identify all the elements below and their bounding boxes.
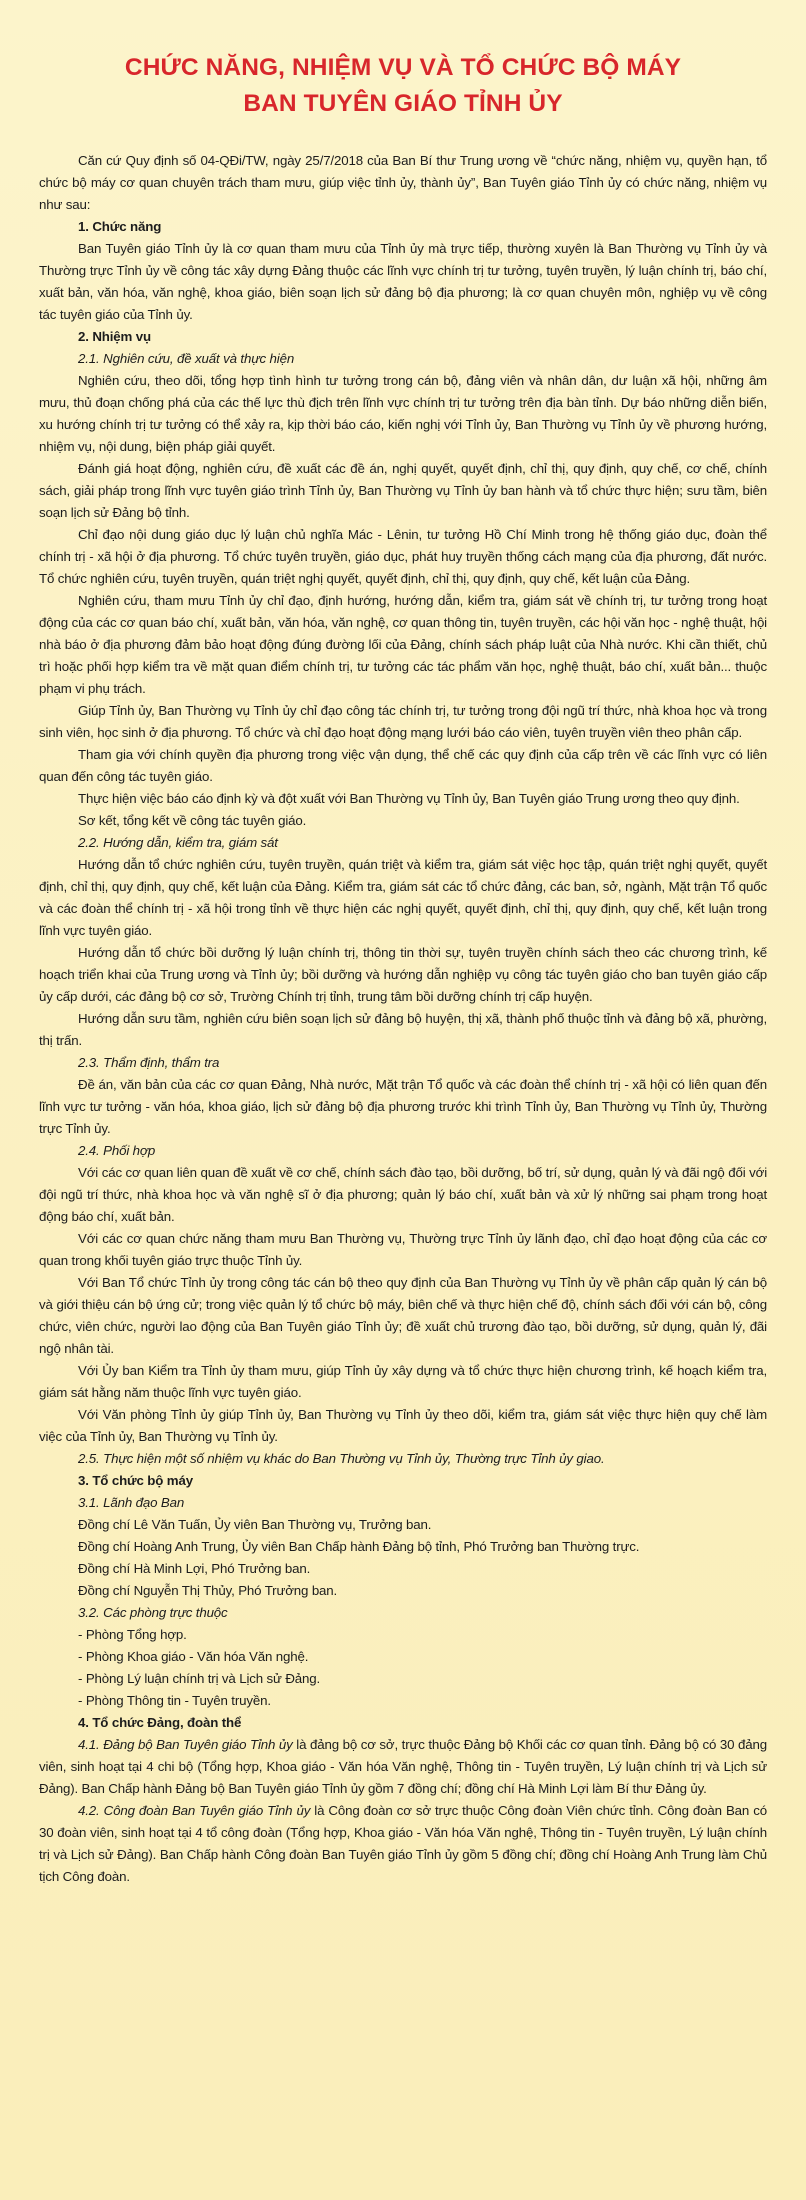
section-2-1-paragraph: Sơ kết, tổng kết về công tác tuyên giáo.: [78, 813, 307, 828]
document-title: [0, 50, 806, 122]
section-2-1-paragraph: Đánh giá hoạt động, nghiên cứu, đề xuất các đề án, nghị quyết, quyết định, chỉ thị, quy định, quy chế, cơ chế, chính sách, giải pháp trong lĩnh vực tuyên giáo trình Tỉnh ủy, Ban Thường vụ Tỉnh ủy ban hành và tổ chức thực hiện; sưu tầm, biên soạn lịch sử Đảng bộ tỉnh.: [39, 461, 767, 520]
department-line: - Phòng Khoa giáo - Văn hóa Văn nghệ.: [78, 1649, 309, 1664]
department-line: - Phòng Tổng hợp.: [78, 1627, 187, 1642]
leadership-line: Đồng chí Lê Văn Tuấn, Ủy viên Ban Thường vụ, Trưởng ban.: [78, 1517, 432, 1532]
section-2-4-paragraph: Với Văn phòng Tỉnh ủy giúp Tỉnh ủy, Ban Thường vụ Tỉnh ủy theo dõi, kiểm tra, giám sát việc thực hiện quy chế làm việc của Tỉnh ủy, Ban Thường vụ Tỉnh ủy.: [39, 1407, 767, 1444]
section-4-2-text: là Công đoàn cơ sở trực thuộc Công đoàn Viên chức tỉnh. Công đoàn Ban có 30 đoàn viên, sinh hoạt tại 4 tổ công đoàn (Tổng hợp, Khoa giáo - Văn hóa Văn nghệ, Thông tin - Tuyên truyền, Lý luận chính trị và Lịch sử Đảng). Ban Chấp hành Công đoàn Ban Tuyên giáo Tỉnh ủy gồm 5 đồng chí; đồng chí Hoàng Anh Trung làm Chủ tịch Công đoàn.: [39, 1803, 767, 1884]
section-3-2-heading: 3.2. Các phòng trực thuộc: [78, 1605, 228, 1620]
section-2-4-heading: 2.4. Phối hợp: [78, 1143, 156, 1158]
section-2-heading: 2. Nhiệm vụ: [78, 329, 151, 344]
section-2-1-paragraph: Giúp Tỉnh ủy, Ban Thường vụ Tỉnh ủy chỉ đạo công tác chính trị, tư tưởng trong đội ngũ trí thức, nhà khoa học và trong sinh viên, học sinh ở địa phương. Tổ chức và chỉ đạo hoạt động mạng lưới báo cáo viên, tuyên truyền viên theo phân cấp.: [39, 703, 767, 740]
section-2-4-paragraph: Với các cơ quan liên quan đề xuất về cơ chế, chính sách đào tạo, bồi dưỡng, bố trí, sử dụng, quản lý và đãi ngộ đối với đội ngũ trí thức, nhà khoa học và văn nghệ sĩ ở địa phương; quản lý báo chí, xuất bản và xử lý những sai phạm trong hoạt động báo chí, xuất bản.: [39, 1165, 767, 1224]
section-2-1-paragraph: Nghiên cứu, theo dõi, tổng hợp tình hình tư tưởng trong cán bộ, đảng viên và nhân dân, dư luận xã hội, những âm mưu, thủ đoạn chống phá của các thế lực thù địch trên lĩnh vực chính trị tư tưởng trên địa bàn tỉnh. Dự báo những diễn biến, xu hướng chính trị tư tưởng có thể xảy ra, kịp thời báo cáo, kiến nghị với Tỉnh ủy, Ban Thường vụ Tỉnh ủy về phương hướng, nhiệm vụ, nội dung, biện pháp giải quyết.: [39, 373, 767, 454]
department-line: - Phòng Thông tin - Tuyên truyền.: [78, 1693, 271, 1708]
section-1-heading: 1. Chức năng: [78, 219, 162, 234]
section-2-2-paragraph: Hướng dẫn sưu tầm, nghiên cứu biên soạn lịch sử đảng bộ huyện, thị xã, thành phố thuộc tỉnh và đảng bộ xã, phường, thị trấn.: [39, 1011, 767, 1048]
section-2-4-paragraph: Với các cơ quan chức năng tham mưu Ban Thường vụ, Thường trực Tỉnh ủy lãnh đạo, chỉ đạo hoạt động của các cơ quan trong khối tuyên giáo trực thuộc Tỉnh ủy.: [39, 1231, 767, 1268]
leadership-line: Đồng chí Hà Minh Lợi, Phó Trưởng ban.: [78, 1561, 311, 1576]
leadership-line: Đồng chí Nguyễn Thị Thủy, Phó Trưởng ban.: [78, 1583, 338, 1598]
section-2-1-paragraph: Chỉ đạo nội dung giáo dục lý luận chủ nghĩa Mác - Lênin, tư tưởng Hồ Chí Minh trong hệ thống giáo dục, đoàn thể chính trị - xã hội ở địa phương. Tổ chức tuyên truyền, giáo dục, phát huy truyền thống cách mạng của địa phương, đất nước. Tổ chức nghiên cứu, tuyên truyền, quán triệt nghị quyết, quyết định, chỉ thị, quy định, quy chế, kết luận của Đảng.: [39, 527, 767, 586]
document-body: [0, 150, 806, 1888]
section-2-2-paragraph: Hướng dẫn tổ chức nghiên cứu, tuyên truyền, quán triệt và kiểm tra, giám sát việc học tập, quán triệt nghị quyết, quyết định, chỉ thị, quy định, quy chế, kết luận của Đảng. Kiểm tra, giám sát các tổ chức đảng, các ban, sở, ngành, Mặt trận Tổ quốc và các đoàn thể chính trị - xã hội trong tỉnh về thực hiện các nghị quyết, quyết định, chỉ thị, quy định, quy chế, kết luận trong lĩnh vực tuyên giáo.: [39, 857, 767, 938]
section-4-1-text: là đảng bộ cơ sở, trực thuộc Đảng bộ Khối các cơ quan tỉnh. Đảng bộ có 30 đảng viên, sinh hoạt tại 4 chi bộ (Tổng hợp, Khoa giáo - Văn hóa Văn nghệ, Thông tin - Tuyên truyền, Lý luận chính trị và Lịch sử Đảng). Ban Chấp hành Đảng bộ Ban Tuyên giáo Tỉnh ủy gồm 7 đồng chí; đồng chí Hà Minh Lợi làm Bí thư Đảng ủy.: [39, 1737, 767, 1796]
title-line-2: BAN TUYÊN GIÁO TỈNH ỦY: [243, 90, 563, 117]
section-2-3-heading: 2.3. Thẩm định, thẩm tra: [78, 1055, 220, 1070]
section-4-heading: 4. Tổ chức Đảng, đoàn thể: [78, 1715, 242, 1730]
leadership-line: Đồng chí Hoàng Anh Trung, Ủy viên Ban Chấp hành Đảng bộ tỉnh, Phó Trưởng ban Thường trực.: [78, 1539, 640, 1554]
section-3-heading: 3. Tổ chức bộ máy: [78, 1473, 193, 1488]
section-4-1-paragraph: [39, 1734, 767, 1800]
section-2-1-paragraph: Thực hiện việc báo cáo định kỳ và đột xuất với Ban Thường vụ Tỉnh ủy, Ban Tuyên giáo Trung ương theo quy định.: [78, 791, 740, 806]
section-1-paragraph: Ban Tuyên giáo Tỉnh ủy là cơ quan tham mưu của Tỉnh ủy mà trực tiếp, thường xuyên là Ban Thường vụ Tỉnh ủy và Thường trực Tỉnh ủy về công tác xây dựng Đảng thuộc các lĩnh vực chính trị tư tưởng, tuyên truyền, lý luận chính trị, báo chí, xuất bản, văn hóa, văn nghệ, khoa giáo, biên soạn lịch sử đảng bộ địa phương; là cơ quan chuyên môn, nghiệp vụ về công tác tuyên giáo của Tỉnh ủy.: [39, 241, 767, 322]
section-2-5-heading: 2.5. Thực hiện một số nhiệm vụ khác do Ban Thường vụ Tỉnh ủy, Thường trực Tỉnh ủy giao.: [78, 1451, 605, 1466]
section-4-2-lead: 4.2. Công đoàn Ban Tuyên giáo Tỉnh ủy: [78, 1803, 311, 1818]
title-line-1: CHỨC NĂNG, NHIỆM VỤ VÀ TỔ CHỨC BỘ MÁY: [124, 54, 682, 81]
section-2-2-paragraph: Hướng dẫn tổ chức bồi dưỡng lý luận chính trị, thông tin thời sự, tuyên truyền chính sách theo các chương trình, kế hoạch triển khai của Trung ương và Tỉnh ủy; bồi dưỡng và hướng dẫn nghiệp vụ công tác tuyên giáo cho ban tuyên giáo cấp ủy cấp dưới, các đảng bộ cơ sở, Trường Chính trị tỉnh, trung tâm bồi dưỡng chính trị cấp huyện.: [39, 945, 767, 1004]
section-2-1-paragraph: Tham gia với chính quyền địa phương trong việc vận dụng, thể chế các quy định của cấp trên về các lĩnh vực có liên quan đến công tác tuyên giáo.: [39, 747, 767, 784]
section-2-3-paragraph: Đề án, văn bản của các cơ quan Đảng, Nhà nước, Mặt trận Tổ quốc và các đoàn thể chính trị - xã hội có liên quan đến lĩnh vực tư tưởng - văn hóa, khoa giáo, lịch sử đảng bộ địa phương trước khi trình Tỉnh ủy, Ban Thường vụ Tỉnh ủy, Thường trực Tỉnh ủy.: [39, 1077, 767, 1136]
section-4-2-paragraph: [39, 1800, 767, 1888]
section-2-4-paragraph: Với Ban Tổ chức Tỉnh ủy trong công tác cán bộ theo quy định của Ban Thường vụ Tỉnh ủy về phân cấp quản lý cán bộ và giới thiệu cán bộ ứng cử; trong việc quản lý tổ chức bộ máy, biên chế và thực hiện chế độ, chính sách đối với cán bộ, công chức, viên chức, người lao động của Ban Tuyên giáo Tỉnh ủy; đề xuất chủ trương đào tạo, bồi dưỡng, sử dụng, quản lý, đãi ngộ nhân tài.: [39, 1275, 767, 1356]
section-2-2-heading: 2.2. Hướng dẫn, kiểm tra, giám sát: [78, 835, 278, 850]
section-2-4-paragraph: Với Ủy ban Kiểm tra Tỉnh ủy tham mưu, giúp Tỉnh ủy xây dựng và tổ chức thực hiện chương trình, kế hoạch kiểm tra, giám sát hằng năm thuộc lĩnh vực tuyên giáo.: [39, 1363, 767, 1400]
section-2-1-paragraph: Nghiên cứu, tham mưu Tỉnh ủy chỉ đạo, định hướng, hướng dẫn, kiểm tra, giám sát về chính trị, tư tưởng trong hoạt động của các cơ quan báo chí, xuất bản, văn hóa, văn nghệ, cơ quan thông tin, tuyên truyền, các hội văn học - nghệ thuật, hội nhà báo ở địa phương đảm bảo hoạt động đúng đường lối của Đảng, chính sách pháp luật của Nhà nước. Khi cần thiết, chủ trì hoặc phối hợp kiểm tra về mặt quan điểm chính trị, tư tưởng các tác phẩm văn học, nghệ thuật, báo chí, xuất bản... thuộc phạm vi phụ trách.: [39, 593, 767, 696]
section-3-1-heading: 3.1. Lãnh đạo Ban: [78, 1495, 185, 1510]
section-2-1-heading: 2.1. Nghiên cứu, đề xuất và thực hiện: [78, 351, 295, 366]
section-4-1-lead: 4.1. Đảng bộ Ban Tuyên giáo Tỉnh ủy: [78, 1737, 293, 1752]
department-line: - Phòng Lý luận chính trị và Lịch sử Đảng.: [78, 1671, 321, 1686]
intro-paragraph: Căn cứ Quy định số 04-QĐi/TW, ngày 25/7/2018 của Ban Bí thư Trung ương về “chức năng, nhiệm vụ, quyền hạn, tổ chức bộ máy cơ quan chuyên trách tham mưu, giúp việc tỉnh ủy, thành ủy”, Ban Tuyên giáo Tỉnh ủy có chức năng, nhiệm vụ như sau:: [39, 153, 767, 212]
